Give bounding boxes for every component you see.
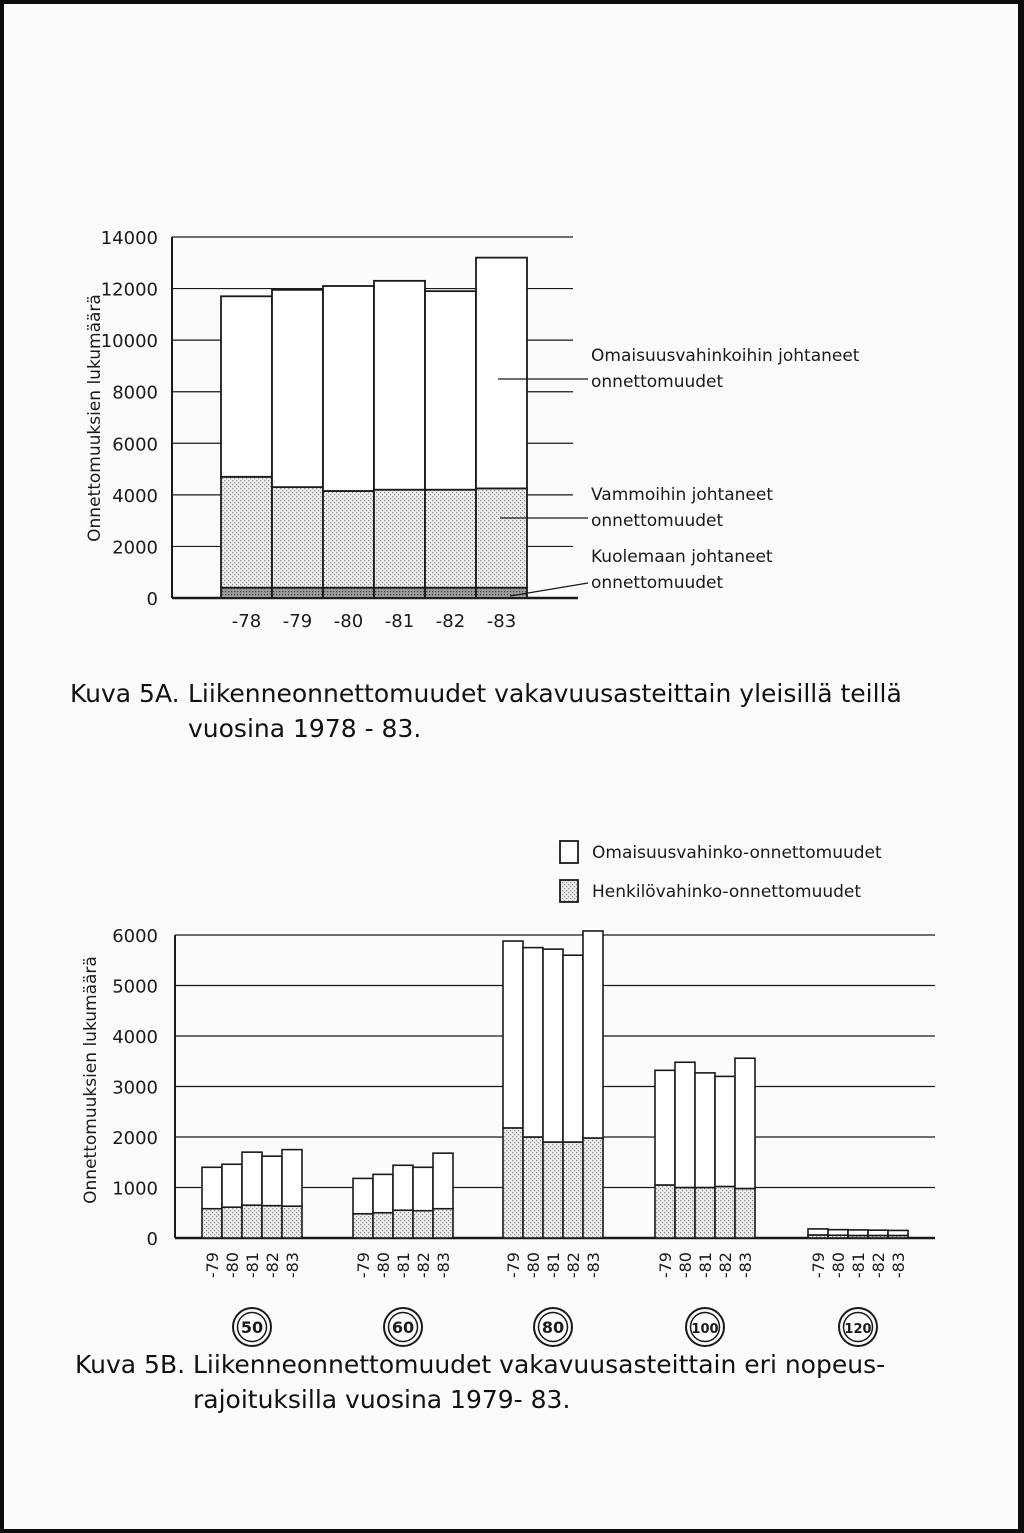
bar-segment [425,588,476,598]
legend-label: Henkilövahinko-onnettomuudet [592,882,862,902]
bar-segment [323,491,374,588]
chart-5a [85,228,860,632]
bar-segment-omaisuus [583,931,603,1138]
y-tick-label: 4000 [112,1027,158,1048]
x-tick-label: -82 [564,1252,583,1279]
bar-segment [221,477,272,588]
y-axis-title: Onnettomuuksien lukumäärä [81,956,101,1204]
bar-segment-omaisuus [393,1165,413,1210]
bar-segment-omaisuus [563,955,583,1142]
caption-5a [70,676,902,746]
caption-5b-line1: Liikenneonnettomuudet vakavuusasteittain eri nopeus- [193,1350,886,1379]
bar-segment-omaisuus [413,1167,433,1210]
bar-segment-henkilo [523,1137,543,1238]
bar-segment-omaisuus [282,1150,302,1207]
y-tick-label: 1000 [112,1178,158,1200]
bar-segment-henkilo [353,1214,373,1238]
speed-limit-label: 80 [541,1318,565,1337]
legend-swatch [560,880,578,902]
bar-segment [476,258,527,489]
bar-segment [425,490,476,588]
x-tick-label: -81 [544,1252,563,1279]
bar-segment [476,488,527,587]
bar-segment-omaisuus [888,1230,908,1235]
legend-label: onnettomuudet [591,573,724,593]
y-tick-label: 0 [146,589,158,610]
x-tick-label: -80 [223,1252,242,1279]
caption-5a-line1: Liikenneonnettomuudet vakavuusasteittain yleisillä teillä [188,679,902,708]
legend-swatch [560,841,578,863]
legend-label: Omaisuusvahinko-onnettomuudet [592,843,882,863]
chart-5b [81,841,935,1346]
bar-segment-henkilo [583,1138,603,1238]
bar-segment-omaisuus [373,1174,393,1212]
x-tick-label: -80 [829,1252,848,1279]
x-tick-label: -83 [889,1252,908,1279]
bar-segment-omaisuus [715,1076,735,1186]
y-axis-title: Onnettomuuksien lukumäärä [85,294,105,542]
bar-segment-omaisuus [695,1073,715,1188]
x-tick-label: -78 [231,611,262,632]
bar-segment [221,588,272,598]
bar-segment-henkilo [373,1213,393,1238]
bar-segment [323,588,374,598]
x-tick-label: -80 [676,1252,695,1279]
bar-segment-omaisuus [828,1230,848,1236]
caption-5b-line2: rajoituksilla vuosina 1979- 83. [193,1385,571,1414]
bar-segment-henkilo [282,1206,302,1238]
speed-limit-label: 120 [844,1322,872,1337]
x-tick-label: -82 [263,1252,282,1279]
y-tick-label: 2000 [112,1128,158,1149]
bar-segment [476,588,527,598]
bar-segment-henkilo [675,1188,695,1239]
x-tick-label: -81 [384,611,415,632]
bar-segment-omaisuus [262,1156,282,1205]
y-tick-label: 6000 [112,926,158,947]
bar-segment-omaisuus [735,1058,755,1188]
y-tick-label: 10000 [100,331,158,353]
x-tick-label: -81 [849,1252,868,1279]
x-tick-label: -82 [716,1252,735,1279]
y-tick-label: 12000 [100,279,158,301]
bar-segment [221,296,272,477]
x-tick-label: -79 [656,1252,675,1279]
y-tick-label: 14000 [100,228,158,249]
bar-segment-henkilo [543,1142,563,1238]
bar-segment-henkilo [695,1188,715,1239]
bar-segment [272,588,323,598]
bar-segment [323,286,374,491]
bar-segment-henkilo [735,1189,755,1238]
bar-segment-omaisuus [503,941,523,1128]
bar-segment-omaisuus [675,1062,695,1187]
bar-segment-henkilo [393,1210,413,1238]
x-tick-label: -83 [736,1252,755,1279]
x-tick-label: -81 [243,1252,262,1279]
bar-segment-henkilo [503,1128,523,1238]
bar-segment-henkilo [222,1207,242,1238]
bar-segment-henkilo [242,1205,262,1238]
x-tick-label: -81 [696,1252,715,1279]
caption-5a-number: Kuva 5A. [70,679,180,708]
x-tick-label: -82 [414,1252,433,1279]
bar-segment [272,290,323,487]
legend-label: Kuolemaan johtaneet [591,547,773,567]
bar-segment [374,588,425,598]
caption-5a-line2: vuosina 1978 - 83. [188,714,422,743]
bar-segment-omaisuus [848,1230,868,1236]
y-tick-label: 0 [146,1229,158,1250]
x-tick-label: -83 [434,1252,453,1279]
bar-segment-henkilo [655,1185,675,1238]
x-tick-label: -83 [584,1252,603,1279]
legend-label: Omaisuusvahinkoihin johtaneet [591,346,860,366]
caption-5b [75,1347,885,1417]
y-tick-label: 8000 [112,382,158,404]
bar-segment-henkilo [433,1209,453,1238]
x-tick-label: -79 [809,1252,828,1279]
bar-segment [374,490,425,588]
bar-segment-omaisuus [433,1153,453,1209]
bar-segment-omaisuus [808,1229,828,1235]
bar-segment [425,291,476,490]
bar-segment-henkilo [715,1186,735,1238]
bar-segment-henkilo [262,1206,282,1238]
speed-limit-label: 60 [391,1318,415,1337]
y-tick-label: 3000 [112,1077,158,1099]
speed-limit-label: 50 [240,1318,264,1337]
x-tick-label: -82 [435,611,466,632]
x-tick-label: -79 [354,1252,373,1279]
bar-segment-henkilo [563,1142,583,1238]
bar-segment-henkilo [413,1211,433,1238]
y-tick-label: 4000 [112,485,158,507]
x-tick-label: -82 [869,1252,888,1279]
x-tick-label: -80 [374,1252,393,1279]
x-tick-label: -81 [394,1252,413,1279]
x-tick-label: -80 [333,611,364,632]
y-tick-label: 6000 [112,434,158,456]
bar-segment [272,487,323,588]
legend-label: Vammoihin johtaneet [591,485,773,505]
x-tick-label: -80 [524,1252,543,1279]
legend-label: onnettomuudet [591,372,724,392]
y-tick-label: 5000 [112,976,158,998]
bar-segment-omaisuus [868,1230,888,1235]
bar-segment [374,281,425,490]
bar-segment-omaisuus [353,1178,373,1213]
x-tick-label: -83 [486,611,517,632]
speed-limit-label: 100 [691,1322,719,1337]
bar-segment-omaisuus [543,949,563,1142]
bar-segment-omaisuus [242,1152,262,1205]
x-tick-label: -79 [203,1252,222,1279]
x-tick-label: -79 [504,1252,523,1279]
x-tick-label: -83 [283,1252,302,1279]
bar-segment-omaisuus [523,948,543,1137]
x-tick-label: -79 [282,611,313,632]
caption-5b-number: Kuva 5B. [75,1350,186,1379]
bar-segment-henkilo [202,1209,222,1238]
legend-label: onnettomuudet [591,511,724,531]
bar-segment-omaisuus [222,1164,242,1207]
bar-segment-omaisuus [202,1167,222,1208]
bar-segment-omaisuus [655,1070,675,1185]
y-tick-label: 2000 [112,537,158,559]
